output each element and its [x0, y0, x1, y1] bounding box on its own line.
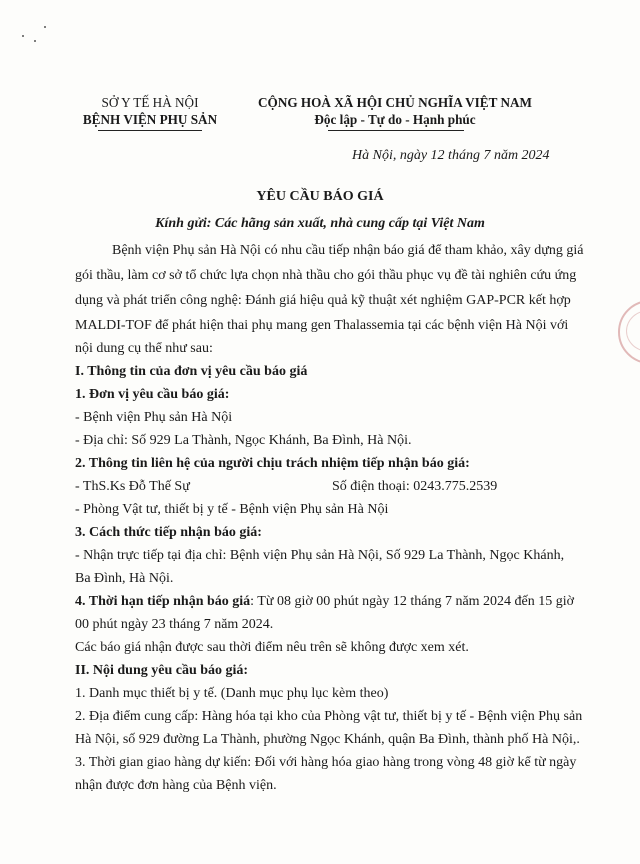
deadline-line-2: 00 phút ngày 23 tháng 7 năm 2024.: [75, 617, 274, 632]
section-1-sub2-heading: 2. Thông tin liên hệ của người chịu trách nhiệm tiếp nhận báo giá:: [75, 456, 470, 471]
contact-phone: Số điện thoại: 0243.775.2539: [332, 479, 498, 494]
section-1-sub1-heading: 1. Đơn vị yêu cầu báo giá:: [75, 387, 230, 402]
scan-speck: [34, 40, 36, 42]
header-hospital: BỆNH VIỆN PHỤ SẢN: [82, 112, 218, 127]
requirement-item-3-line-1: 3. Thời gian giao hàng dự kiến: Đối với hàng hóa giao hàng trong vòng 48 giờ kể từ ngày: [75, 755, 577, 770]
intro-line-3: dụng và phát triển công nghệ: Đánh giá hiệu quả kỹ thuật xét nghiệm GAP-PCR kết hợp: [75, 293, 571, 308]
requirement-item-3-line-2: nhận được đơn hàng của Bệnh viện.: [75, 778, 277, 793]
requester-address: - Địa chỉ: Số 929 La Thành, Ngọc Khánh, Ba Đình, Hà Nội.: [75, 433, 412, 448]
intro-line-1: Bệnh viện Phụ sản Hà Nội có nhu cầu tiếp nhận báo giá để tham khảo, xây dựng giá: [112, 243, 584, 258]
header-motto: Độc lập - Tự do - Hạnh phúc: [314, 112, 476, 127]
section-1-sub3-heading: 3. Cách thức tiếp nhận báo giá:: [75, 525, 262, 540]
late-submission-note: Các báo giá nhận được sau thời điểm nêu trên sẽ không được xem xét.: [75, 640, 469, 655]
header-ministry: SỞ Y TẾ HÀ NỘI: [101, 95, 199, 110]
header-left-underline: [98, 130, 202, 131]
date-line: Hà Nội, ngày 12 tháng 7 năm 2024: [352, 148, 550, 163]
intro-line-4: MALDI-TOF để phát hiện thai phụ mang gen Thalassemia tại các bệnh viện Hà Nội với: [75, 318, 569, 333]
deadline-period: : Từ 08 giờ 00 phút ngày 12 tháng 7 năm 2024 đến 15 giờ: [250, 594, 575, 609]
addressee: Kính gửi: Các hãng sản xuất, nhà cung cấp tại Việt Nam: [155, 216, 485, 231]
section-2-heading: II. Nội dung yêu cầu báo giá:: [75, 663, 249, 678]
receipt-method-line-1: - Nhận trực tiếp tại địa chỉ: Bệnh viện Phụ sản Hà Nội, Số 929 La Thành, Ngọc Khánh,: [75, 548, 565, 563]
requirement-item-2-line-1: 2. Địa điểm cung cấp: Hàng hóa tại kho của Phòng vật tư, thiết bị y tế - Bệnh viện Phụ sản: [75, 709, 583, 724]
document-title: YÊU CẦU BÁO GIÁ: [256, 189, 384, 204]
receipt-method-line-2: Ba Đình, Hà Nội.: [75, 571, 174, 586]
intro-line-5: nội dung cụ thể như sau:: [75, 341, 213, 356]
scan-speck: [44, 26, 46, 28]
header-right-underline: [328, 130, 464, 131]
requirement-item-1: 1. Danh mục thiết bị y tế. (Danh mục phụ lục kèm theo): [75, 686, 389, 701]
contact-name: - ThS.Ks Đỗ Thế Sự: [75, 479, 190, 494]
requirement-item-2-line-2: Hà Nội, số 929 đường La Thành, phường Ngọc Khánh, quận Ba Đình, thành phố Hà Nội,.: [75, 732, 580, 747]
intro-line-2: gói thầu, làm cơ sở tổ chức lựa chọn nhà thầu cho gói thầu phục vụ đề tài nghiên cứu ứng: [75, 268, 577, 283]
scan-speck: [22, 35, 24, 37]
deadline-label: 4. Thời hạn tiếp nhận báo giá: [75, 594, 251, 609]
contact-department: - Phòng Vật tư, thiết bị y tế - Bệnh viện Phụ sản Hà Nội: [75, 502, 389, 517]
header-country: CỘNG HOÀ XÃ HỘI CHỦ NGHĨA VIỆT NAM: [258, 95, 532, 110]
deadline-line-1: [75, 594, 574, 610]
section-1-heading: I. Thông tin của đơn vị yêu cầu báo giá: [75, 364, 308, 379]
requester-name: - Bệnh viện Phụ sản Hà Nội: [75, 410, 233, 425]
